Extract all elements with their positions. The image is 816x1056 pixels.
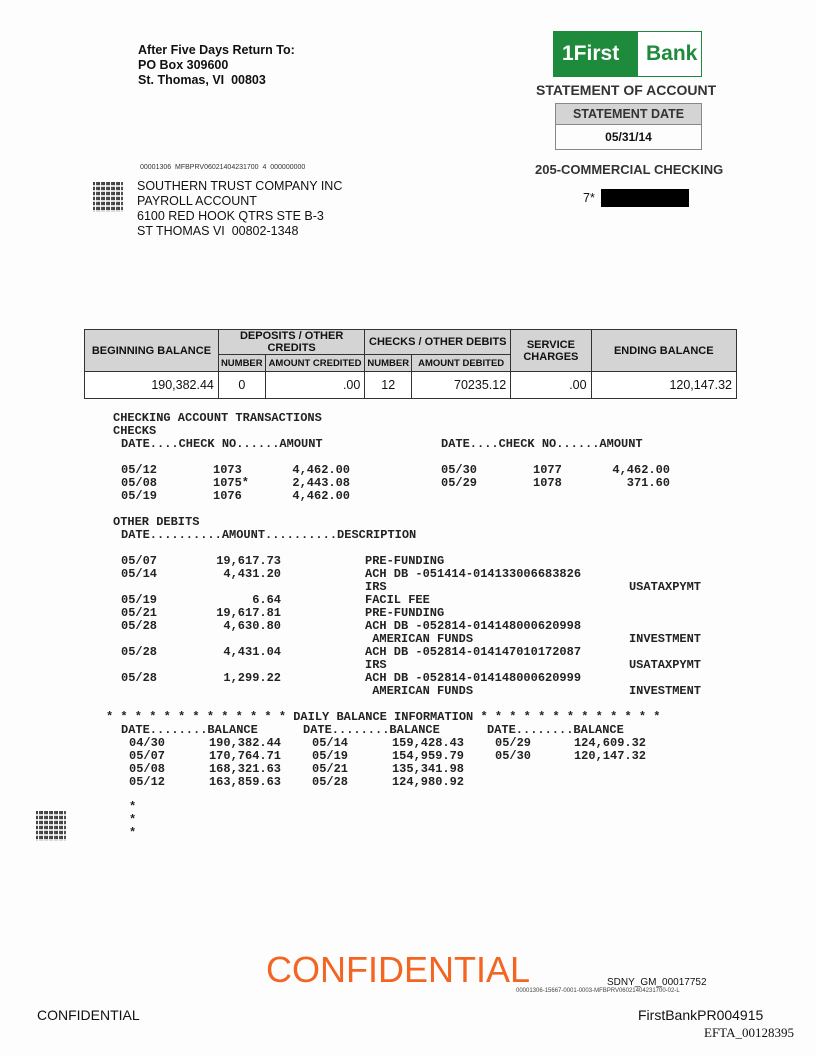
daily-date: 05/28 [312,775,349,789]
debit-date: 05/28 [121,645,158,659]
debit-description: AMERICAN FUNDS [365,632,474,646]
mail-code: 00001306 MFBPRV06021404231700 4 000000000 [140,164,306,171]
beginning-balance-header: BEGINNING BALANCE [85,330,219,372]
barcode-icon [36,811,66,841]
daily-balance-header: * * * * * * * * * * * * * DAILY BALANCE INFORMATION * * * * * * * * * * * * * [106,710,661,724]
debit-description: PRE-FUNDING [365,606,445,620]
amount-credited-header: AMOUNT CREDITED [265,355,365,372]
debit-category: USATAXPYMT [628,580,701,594]
star: * [129,800,137,814]
check-number: 1077 [533,463,562,477]
statement-date-label: STATEMENT DATE [555,103,702,125]
check-amount: 4,462.00 [612,463,670,477]
logo-right: Bank [646,42,698,65]
debit-amount: 1,299.22 [223,671,281,685]
daily-date: 05/19 [312,749,349,763]
barcode-icon [93,182,123,212]
confidential-label: CONFIDENTIAL [37,1007,140,1023]
service-charges-header: SERVICE CHARGES [511,330,591,372]
debit-category: INVESTMENT [628,684,701,698]
check-number: 1075* [213,476,250,490]
statement-title: STATEMENT OF ACCOUNT [536,82,717,98]
efta-id: EFTA_00128395 [704,1025,794,1040]
daily-balance: 154,959.79 [391,749,464,763]
daily-date: 04/30 [129,736,166,750]
amount-credited: .00 [265,372,365,399]
daily-date: 05/14 [312,736,349,750]
daily-date: 05/21 [312,762,349,776]
star: * [129,826,137,840]
debit-date: 05/07 [121,554,158,568]
daily-balance: 124,980.92 [391,775,464,789]
recipient-line: ST THOMAS VI 00802-1348 [137,224,299,238]
daily-date: 05/12 [129,775,166,789]
check-date: 05/30 [441,463,478,477]
firstbank-logo [553,31,702,77]
transactions-title: CHECKING ACCOUNT TRANSACTIONS [113,411,322,425]
account-summary-table [84,329,737,399]
debit-description: IRS [365,580,387,594]
amount-debited: 70235.12 [412,372,511,399]
daily-date: 05/08 [129,762,166,776]
debit-count: 12 [365,372,412,399]
daily-balance: 120,147.32 [573,749,646,763]
ending-balance-header: ENDING BALANCE [591,330,736,372]
account-number-prefix: 7* [583,191,595,205]
debit-description: PRE-FUNDING [365,554,445,568]
debit-date: 05/28 [121,671,158,685]
recipient-line: SOUTHERN TRUST COMPANY INC [137,179,343,193]
debit-category: USATAXPYMT [628,658,701,672]
checks-label: CHECKS [113,424,157,438]
daily-date: 05/30 [495,749,532,763]
return-line: After Five Days Return To: [138,43,295,57]
ending-balance: 120,147.32 [591,372,736,399]
account-type: 205-COMMERCIAL CHECKING [535,162,724,177]
daily-balance: 190,382.44 [208,736,281,750]
check-date: 05/29 [441,476,478,490]
check-date: 05/12 [121,463,158,477]
debit-date: 05/19 [121,593,158,607]
daily-balance: 163,859.63 [208,775,281,789]
return-address [138,43,295,88]
deposit-count: 0 [218,372,265,399]
daily-date: 05/29 [495,736,532,750]
debit-description: ACH DB -052814-014147010172087 [365,645,582,659]
deposits-header: DEPOSITS / OTHER CREDITS [218,330,364,355]
debit-description: FACIL FEE [365,593,430,607]
debit-description: IRS [365,658,387,672]
check-amount: 4,462.00 [292,463,350,477]
star: * [129,813,137,827]
check-date: 05/08 [121,476,158,490]
statement-date: 05/31/14 [555,125,702,150]
recipient-address [137,179,342,239]
debit-description: ACH DB -052814-014148000620999 [365,671,582,685]
check-amount: 2,443.08 [292,476,350,490]
debit-description: ACH DB -052814-014148000620998 [365,619,582,633]
check-number: 1076 [213,489,242,503]
service-charges: .00 [511,372,591,399]
deposit-number-header: NUMBER [218,355,265,372]
debit-amount: 19,617.81 [216,606,281,620]
check-amount: 371.60 [626,476,670,490]
daily-balance: 159,428.43 [391,736,464,750]
other-debits-label: OTHER DEBITS [113,515,200,529]
debit-date: 05/14 [121,567,158,581]
debit-amount: 4,630.80 [223,619,281,633]
checks-header-left: DATE....CHECK NO......AMOUNT [121,437,323,451]
debit-category: INVESTMENT [628,632,701,646]
debit-date: 05/28 [121,619,158,633]
bates-number: SDNY_GM_00017752 [607,977,707,988]
debit-amount: 4,431.20 [223,567,281,581]
debit-amount: 6.64 [252,593,281,607]
daily-col-header-1: DATE........BALANCE [121,723,258,737]
daily-balance: 168,321.63 [208,762,281,776]
checks-header: CHECKS / OTHER DEBITS [365,330,511,355]
daily-balance: 170,764.71 [208,749,281,763]
debit-amount: 19,617.73 [216,554,281,568]
debit-amount: 4,431.04 [223,645,281,659]
return-line: PO Box 309600 [138,58,229,72]
daily-col-header-3: DATE........BALANCE [487,723,624,737]
debit-description: ACH DB -051414-014133006683826 [365,567,582,581]
logo-left: 1First [554,32,638,76]
doc-code: 00001306-15667-0001-0003-MFBPRV06021404231700-02-L [516,988,680,994]
confidential-stamp: CONFIDENTIAL [266,949,531,990]
firstbank-id: FirstBankPR004915 [638,1007,764,1023]
recipient-line: 6100 RED HOOK QTRS STE B-3 [137,209,324,223]
daily-col-header-2: DATE........BALANCE [303,723,440,737]
daily-balance: 124,609.32 [573,736,646,750]
check-number: 1078 [533,476,562,490]
redaction-bar [601,189,689,207]
check-date: 05/19 [121,489,158,503]
other-debits-header: DATE..........AMOUNT..........DESCRIPTION [121,528,417,542]
debit-number-header: NUMBER [365,355,412,372]
daily-date: 05/07 [129,749,166,763]
check-amount: 4,462.00 [292,489,350,503]
amount-debited-header: AMOUNT DEBITED [412,355,511,372]
debit-date: 05/21 [121,606,158,620]
checks-header-right: DATE....CHECK NO......AMOUNT [441,437,643,451]
beginning-balance: 190,382.44 [85,372,219,399]
check-number: 1073 [213,463,242,477]
return-line: St. Thomas, VI 00803 [138,73,266,87]
debit-description: AMERICAN FUNDS [365,684,474,698]
recipient-line: PAYROLL ACCOUNT [137,194,257,208]
daily-balance: 135,341.98 [391,762,464,776]
